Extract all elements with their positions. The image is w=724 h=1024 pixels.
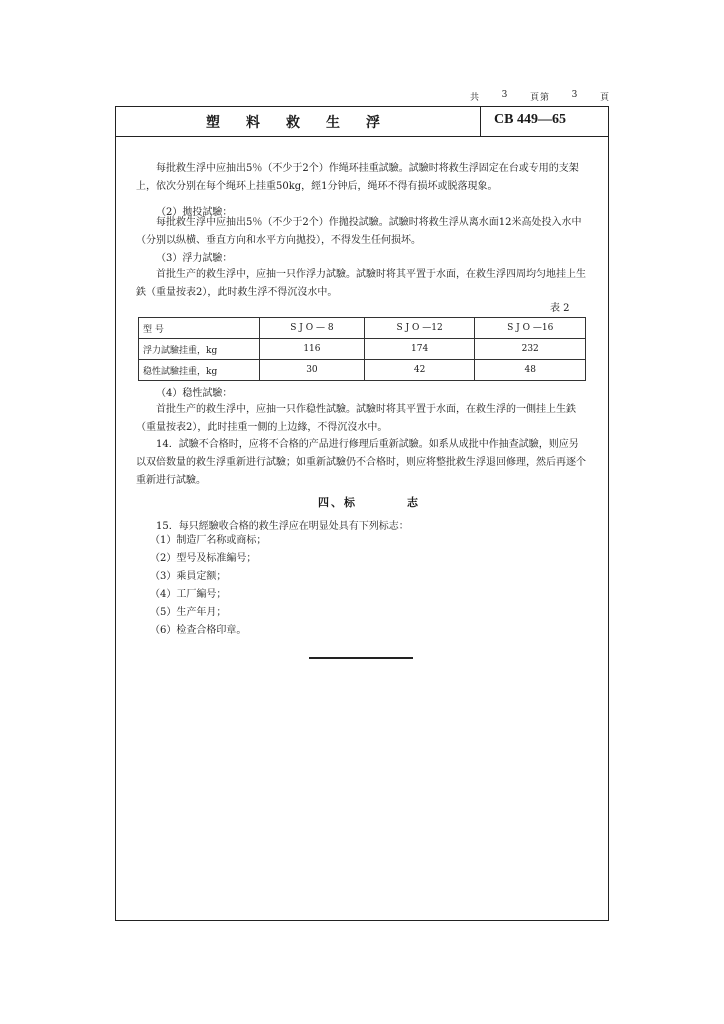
section-heading-part2: 志	[407, 496, 420, 509]
page-number: 3	[571, 90, 579, 100]
item-throw-test-label: （2）拋投試驗：	[156, 207, 233, 218]
total-label: 共	[470, 93, 481, 103]
title-row	[116, 107, 608, 137]
end-rule	[309, 657, 413, 659]
paragraph-stability-test: 首批生产的救生浮中，应抽一只作稳性試驗。試驗时将其平置于水面，在救生浮的一側挂上生鉄（重量按表2），此时挂重一側的上边緣，不得沉沒水中。	[136, 404, 576, 433]
table-cell: 30	[260, 360, 365, 381]
table-cell: 42	[364, 360, 475, 381]
weight-table	[138, 317, 586, 381]
list-item: （1）制造厂名称或商标；	[150, 535, 267, 546]
table-caption: 表 2	[550, 303, 570, 314]
table-row	[139, 360, 586, 381]
table-cell: 116	[260, 339, 365, 360]
page-label: 頁第	[529, 93, 550, 103]
total-pages: 3	[501, 90, 509, 100]
paragraph-throw-test: 每批救生浮中应抽出5％（不少于2个）作拋投試驗。試驗时将救生浮从离水面12米高处投入水中（分别以纵横、垂直方向和水平方向拋投），不得发生任何损坏。	[136, 217, 582, 246]
list-item: （4）工厂編号；	[150, 589, 227, 600]
list-item: （3）乘員定额；	[150, 571, 227, 582]
table-header-cell: 型 号	[139, 318, 260, 339]
table-header-row	[139, 318, 586, 339]
page-suffix: 頁	[599, 93, 610, 103]
table-header-cell: S J O — 8	[260, 318, 365, 339]
table-cell: 稳性試驗挂重，kg	[139, 360, 260, 381]
list-item: （6）检查合格印章。	[150, 625, 247, 636]
page-header	[470, 90, 610, 104]
paragraph-buoyancy-test: 首批生产的救生浮中，应抽一只作浮力試驗。試驗时将其平置于水面，在救生浮四周均匀地挂上生鉄（重量按表2），此时救生浮不得沉沒水中。	[136, 269, 586, 298]
table-cell: 232	[475, 339, 586, 360]
list-item: （5）生产年月；	[150, 607, 227, 618]
standard-code: CB 449—65	[494, 112, 566, 127]
table-cell: 48	[475, 360, 586, 381]
item-stability-test-label: （4）稳性試驗：	[156, 388, 233, 399]
table-cell: 174	[364, 339, 475, 360]
table-header-cell: S J O —16	[475, 318, 586, 339]
item-buoyancy-test-label: （3）浮力試驗：	[156, 253, 233, 264]
paragraph-hanging-test: 每批救生浮中应抽出5％（不少于2个）作绳环挂重試驗。試驗时将救生浮固定在台或专用的支架上，依次分别在每个绳环上挂重50kg，經1分钟后，绳环不得有损坏或脱落現象。	[136, 163, 579, 192]
marking-list	[150, 532, 266, 640]
section-heading-marking	[318, 494, 420, 510]
document-title: 塑料救生浮	[206, 115, 406, 131]
paragraph-clause-15: 15．每只經驗收合格的救生浮应在明显处具有下列标志：	[156, 521, 409, 532]
paragraph-clause-14: 14．試驗不合格时，应将不合格的产品进行修理后重新試驗。如系从成批中作抽查試驗，则应另以双倍数量的救生浮重新进行試驗；如重新試驗仍不合格时，则应将整批救生浮退回修理，然后再逐个重新进行試驗。	[136, 439, 586, 486]
section-heading-part1: 四、标	[318, 496, 357, 509]
table-cell: 浮力試驗挂重，kg	[139, 339, 260, 360]
table-row	[139, 339, 586, 360]
list-item: （2）型号及标准編号；	[150, 553, 257, 564]
table-header-cell: S J O —12	[364, 318, 475, 339]
title-divider	[480, 107, 481, 136]
